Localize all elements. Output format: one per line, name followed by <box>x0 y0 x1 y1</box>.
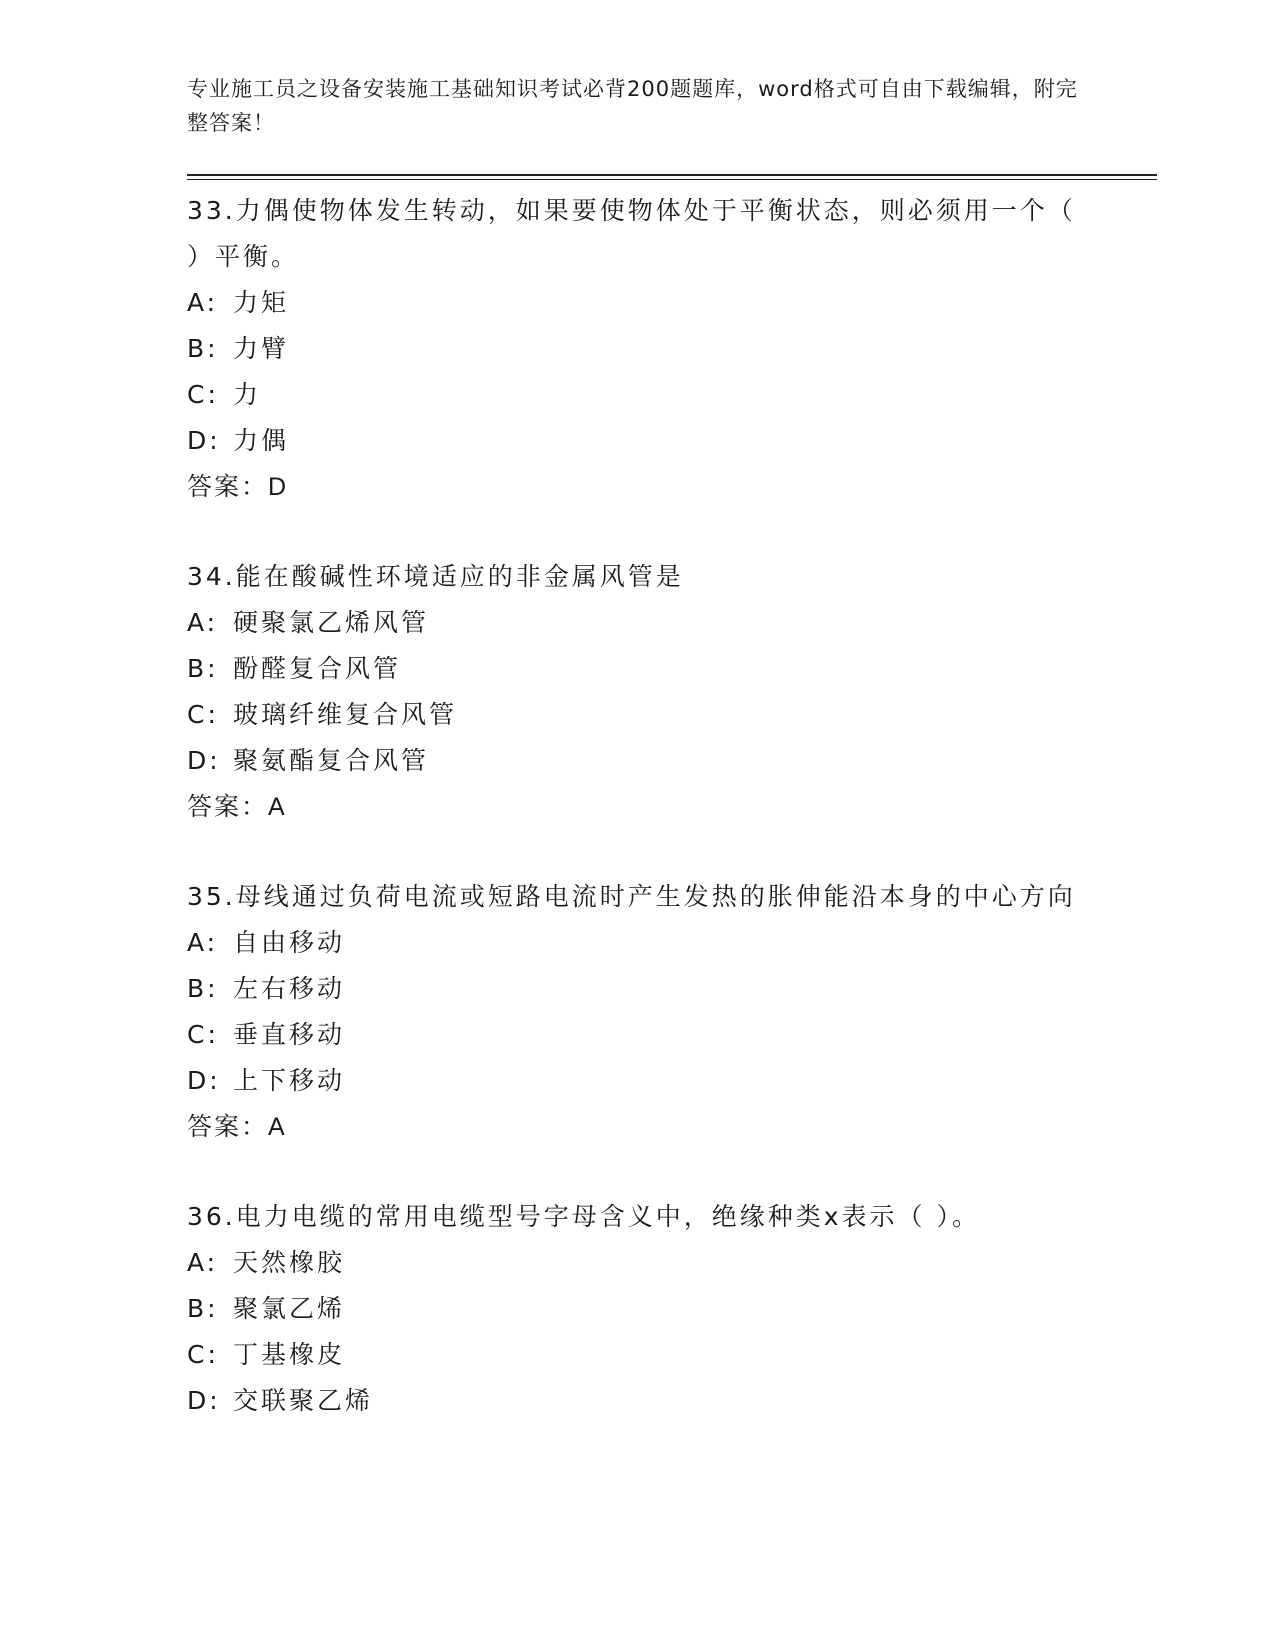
option-letter: A: <box>187 288 219 317</box>
option-b <box>187 326 1157 372</box>
option-c <box>187 1332 1157 1378</box>
option-text: 力偶 <box>233 426 290 455</box>
option-letter: B: <box>187 1294 219 1323</box>
option-letter: D: <box>187 1386 221 1415</box>
option-a <box>187 920 1157 966</box>
option-letter: C: <box>187 1020 219 1049</box>
option-letter: B: <box>187 654 219 683</box>
option-letter: C: <box>187 700 219 729</box>
option-letter: B: <box>187 974 219 1003</box>
option-d <box>187 1058 1157 1104</box>
option-text: 上下移动 <box>233 1066 346 1095</box>
option-text: 左右移动 <box>233 974 346 1003</box>
document-page <box>187 72 1157 1468</box>
question-stem: 34.能在酸碱性环境适应的非金属风管是 <box>187 562 684 591</box>
option-text: 硬聚氯乙烯风管 <box>233 608 430 637</box>
option-b <box>187 1286 1157 1332</box>
option-text: 力臂 <box>233 334 290 363</box>
option-d <box>187 738 1157 784</box>
option-text: 交联聚乙烯 <box>233 1386 374 1415</box>
option-letter: D: <box>187 746 221 775</box>
question-stem: 35.母线通过负荷电流或短路电流时产生发热的胀伸能沿本身的中心方向 <box>187 882 1076 911</box>
option-d <box>187 1378 1157 1424</box>
option-text: 丁基橡皮 <box>233 1340 346 1369</box>
answer-line: 答案：D <box>187 473 289 501</box>
question-35 <box>187 874 1157 1150</box>
option-text: 聚氨酯复合风管 <box>233 746 430 775</box>
option-letter: D: <box>187 426 221 455</box>
option-text: 自由移动 <box>233 928 346 957</box>
option-b <box>187 646 1157 692</box>
question-34 <box>187 554 1157 830</box>
option-c <box>187 372 1157 418</box>
option-c <box>187 692 1157 738</box>
answer-line: 答案：A <box>187 1113 287 1141</box>
question-36 <box>187 1194 1157 1424</box>
option-letter: A: <box>187 1248 219 1277</box>
option-text: 垂直移动 <box>233 1020 346 1049</box>
option-text: 天然橡胶 <box>233 1248 346 1277</box>
option-text: 酚醛复合风管 <box>233 654 402 683</box>
option-b <box>187 966 1157 1012</box>
option-a <box>187 1240 1157 1286</box>
option-letter: B: <box>187 334 219 363</box>
option-letter: C: <box>187 380 219 409</box>
option-a <box>187 280 1157 326</box>
option-d <box>187 418 1157 464</box>
question-stem: 36.电力电缆的常用电缆型号字母含义中，绝缘种类x表示（ ）。 <box>187 1202 981 1231</box>
option-letter: A: <box>187 928 219 957</box>
question-list <box>187 188 1157 1424</box>
option-letter: A: <box>187 608 219 637</box>
option-letter: D: <box>187 1066 221 1095</box>
option-a <box>187 600 1157 646</box>
option-letter: C: <box>187 1340 219 1369</box>
answer-line: 答案：A <box>187 793 287 821</box>
document-header: 专业施工员之设备安装施工基础知识考试必背200题题库，word格式可自由下载编辑，附完整答案！ <box>187 77 1078 135</box>
header-divider <box>187 174 1157 180</box>
option-text: 聚氯乙烯 <box>233 1294 346 1323</box>
option-text: 力矩 <box>233 288 290 317</box>
question-33 <box>187 188 1157 510</box>
option-text: 力 <box>233 380 262 409</box>
option-c <box>187 1012 1157 1058</box>
question-stem: 33.力偶使物体发生转动，如果要使物体处于平衡状态，则必须用一个（ ）平衡。 <box>187 196 1076 271</box>
option-text: 玻璃纤维复合风管 <box>233 700 458 729</box>
